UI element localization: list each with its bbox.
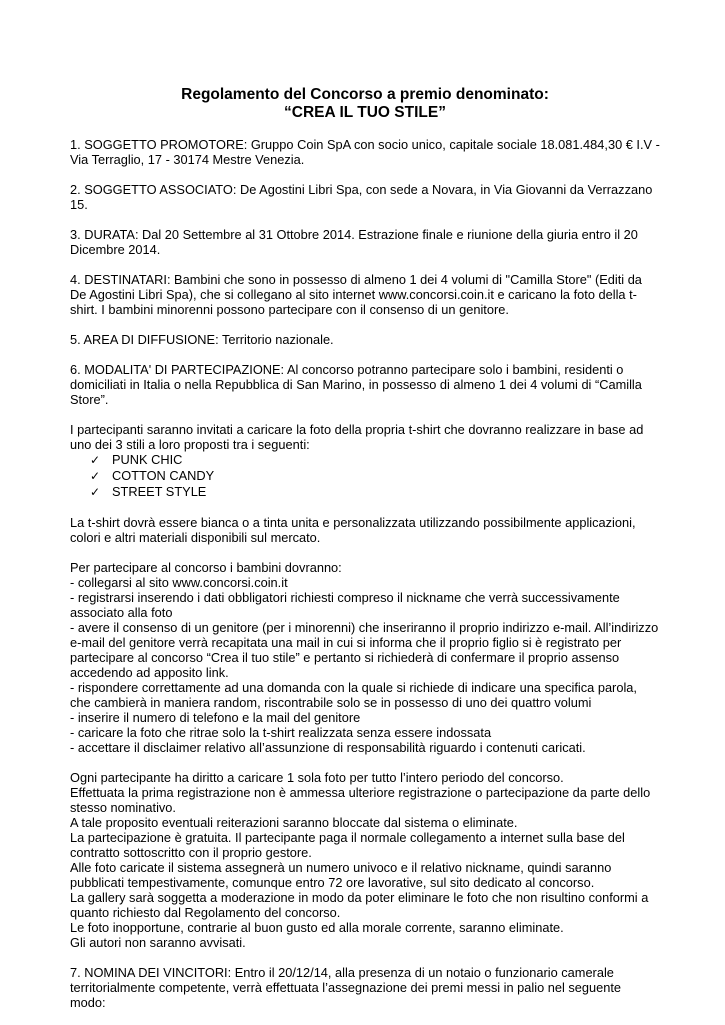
step-item: - rispondere correttamente ad una domanda con la quale si richiede di indicare una specifica parola, che cambierà in maniera random, riscontrabile solo se in possesso di uno dei quattro volumi — [70, 680, 637, 710]
participation-rules — [70, 770, 660, 950]
style-item — [90, 452, 660, 468]
check-icon: ✓ — [90, 469, 101, 483]
rule-item: Effettuata la prima registrazione non è ammessa ulteriore registrazione o partecipazione da parte dello stesso nominativo. — [70, 785, 651, 815]
check-icon: ✓ — [90, 485, 101, 499]
tshirt-requirements: La t-shirt dovrà essere bianca o a tinta unita e personalizzata utilizzando possibilmente applicazioni, colori e altri materiali disponibili sul mercato. — [70, 515, 636, 545]
step-item: - caricare la foto che ritrae solo la t-shirt realizzata senza essere indossata — [70, 725, 492, 740]
section-modalita-partecipazione: 6. MODALITA' DI PARTECIPAZIONE: Al concorso potranno partecipare solo i bambini, residenti o domiciliati in Italia o nella Repubblica di San Marino, in possesso di almeno 1 dei 4 volumi di “Camilla Store”. — [70, 362, 642, 407]
rule-item: Gli autori non saranno avvisati. — [70, 935, 246, 950]
section-soggetto-associato: 2. SOGGETTO ASSOCIATO: De Agostini Libri Spa, con sede a Novara, in Via Giovanni da Verrazzano 15. — [70, 182, 653, 212]
rule-item: La partecipazione è gratuita. Il partecipante paga il normale collegamento a internet sulla base del contratto sottoscritto con il proprio gestore. — [70, 830, 625, 860]
styles-list — [70, 452, 660, 500]
style-label: COTTON CANDY — [112, 468, 215, 483]
style-label: STREET STYLE — [112, 484, 207, 499]
style-item — [90, 468, 660, 484]
rule-item: Le foto inopportune, contrarie al buon gusto ed alla morale corrente, saranno eliminate. — [70, 920, 564, 935]
step-item: - collegarsi al sito www.concorsi.coin.it — [70, 575, 288, 590]
styles-intro: I partecipanti saranno invitati a caricare la foto della propria t-shirt che dovranno realizzare in base ad uno dei 3 stili a loro proposti tra i seguenti: — [70, 422, 644, 452]
step-item: - registrarsi inserendo i dati obbligatori richiesti compreso il nickname che verrà successivamente associato alla foto — [70, 590, 620, 620]
section-soggetto-promotore: 1. SOGGETTO PROMOTORE: Gruppo Coin SpA con socio unico, capitale sociale 18.081.484,30 € I.V - Via Terraglio, 17 - 30174 Mestre Venezia. — [70, 137, 660, 167]
step-item: - inserire il numero di telefono e la mail del genitore — [70, 710, 361, 725]
contest-name: “CREA IL TUO STILE” — [284, 104, 446, 121]
rule-item: A tale proposito eventuali reiterazioni saranno bloccate dal sistema o eliminate. — [70, 815, 518, 830]
rule-item: Alle foto caricate il sistema assegnerà un numero univoco e il relativo nickname, quindi saranno pubblicati tempestivamente, comunque entro 72 ore lavorative, sul sito dedicato al concorso. — [70, 860, 612, 890]
section-destinatari: 4. DESTINATARI: Bambini che sono in possesso di almeno 1 dei 4 volumi di "Camilla Store" (Editi da De Agostini Libri Spa), che si collegano al sito internet www.concorsi.coin.it e caricano la foto della t-shirt. I bambini minorenni possono partecipare con il consenso di un genitore. — [70, 272, 642, 317]
rule-item: Ogni partecipante ha diritto a caricare 1 sola foto per tutto l’intero periodo del concorso. — [70, 770, 564, 785]
section-durata: 3. DURATA: Dal 20 Settembre al 31 Ottobre 2014. Estrazione finale e riunione della giuria entro il 20 Dicembre 2014. — [70, 227, 638, 257]
document-title: Regolamento del Concorso a premio denominato: — [181, 86, 549, 103]
check-icon: ✓ — [90, 453, 101, 467]
participation-steps — [70, 560, 660, 755]
step-item: - accettare il disclaimer relativo all’assunzione di responsabilità riguardo i contenuti caricati. — [70, 740, 586, 755]
steps-intro: Per partecipare al concorso i bambini dovranno: — [70, 560, 342, 575]
style-label: PUNK CHIC — [112, 452, 183, 467]
section-area-diffusione: 5. AREA DI DIFFUSIONE: Territorio nazionale. — [70, 332, 334, 347]
style-item — [90, 484, 660, 500]
rule-item: La gallery sarà soggetta a moderazione in modo da poter eliminare le foto che non risultino conformi a quanto richiesto dal Regolamento del concorso. — [70, 890, 649, 920]
document-page — [70, 86, 660, 1025]
step-item: - avere il consenso di un genitore (per i minorenni) che inseriranno il proprio indirizzo e-mail. All’indirizzo e-mail del genitore verrà recapitata una mail in cui si informa che il proprio figlio si è registrato per partecipare al concorso “Crea il tuo stile” e pertanto si richiederà di confermare il proprio assenso accedendo ad apposito link. — [70, 620, 659, 680]
section-nomina-vincitori: 7. NOMINA DEI VINCITORI: Entro il 20/12/14, alla presenza di un notaio o funzionario camerale territorialmente competente, verrà effettuata l’assegnazione dei premi messi in palio nel seguente modo: — [70, 965, 622, 1010]
